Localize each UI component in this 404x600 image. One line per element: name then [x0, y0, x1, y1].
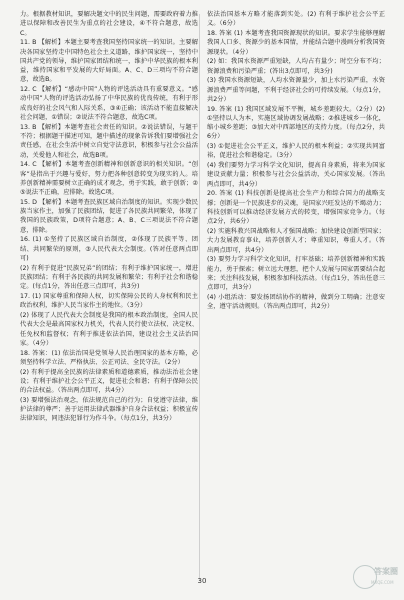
column-divider: [199, 14, 200, 580]
answer-paragraph: (2) 实施科教兴国战略和人才强国战略；加快建设创新型国家；大力发展教育事业，培养创新人才；尊重知识，尊重人才。（答出两点即可，共4分）: [207, 227, 385, 254]
answer-paragraph: (2) 有利于促进“民族兄弟”的团结；有利于维护国家统一，增进民族团结；有利于各民族的共同发展和繁荣；有利于社会和谐稳定。(每点1分，答出任意三点即可，共3分): [20, 264, 198, 291]
watermark-subtext: MXQE.COM: [371, 580, 394, 585]
answer-paragraph: 18. 答案 (1) 本题考查我国资源现状的知识。要求学生能够理解我国人口多、资源少的基本国情，并能结合题中漫画分析我国资源现状。（4分）: [207, 29, 385, 56]
watermark-logo: [353, 563, 399, 593]
answer-paragraph: 12. C 【解析】“感动中国”人物的评选活动具有重要意义。“感动中国”人物的评选活动弘扬了中华民族的优良传统，有利于形成良好的社会风气和人际关系，③④正确；该活动不能直接解决社会问题，①错误；②说法不符合题意，故选C项。: [20, 86, 198, 122]
answer-paragraph: 14. C 【解析】本题考查创新精神和创新意识的相关知识。“创客”是指出于兴趣与爱好，努力把各种创意转变为现实的人。培养创新精神需要树立正确的成才观念，勇于实践，敢于创新；②⑤说法不正确，应排除。故选C项。: [20, 161, 198, 197]
answer-paragraph: (2) 体现了人民代表大会制度是我国的根本政治制度，全国人民代表大会是最高国家权力机关，代表人民行使立法权、决定权、任免权和监督权；有利于推进依法治国，建设社会主义法治国家。（4分）: [20, 312, 198, 347]
answer-paragraph: (3) 我国水资源短缺，人均水资源量少，加上水污染严重，水资源浪费严重等问题，不利于经济社会的可持续发展。（每点1分，共2分）: [207, 77, 385, 103]
answer-paragraph: 18. 答案：(1) 依法治国是党领导人民治理国家的基本方略，必须坚持科学立法、严格执法、公正司法、全民守法。（2分）: [20, 349, 198, 366]
answer-paragraph: 依法治国基本方略才能落到实处。(2) 有利于维护社会公平正义。（6分）: [207, 11, 385, 28]
answer-paragraph: (3) ①促进社会公平正义，维护人民的根本利益；②实现共同富裕，促进社会和谐稳定。（3分）: [207, 143, 385, 160]
left-column: [20, 10, 198, 424]
page-number: 30: [197, 577, 207, 585]
answer-paragraph: 16. (1) ①坚持了民族区域自治制度，②体现了民族平等、团结、共同繁荣的原则，③人民代表大会制度。(答对任意两点即可): [20, 236, 198, 263]
answer-paragraph: 15. D 【解析】本题考查民族区域自治制度的知识。实现少数民族当家作主，加强了民族团结，促进了各民族共同繁荣，体现了我国的民族政策，D项符合题意；A、B、C三项说法不符合题意，排除。: [20, 198, 198, 234]
answer-paragraph: 17. (1) 国家尊重和保障人权，切实保障公民的人身权利和民主政治权利，维护人民当家作主的地位。（3分）: [20, 293, 198, 310]
answer-paragraph: (2) 如：我国水资源严重短缺，人均占有量少；时空分布不均；资源浪费和污染严重；(答出3点即可，共3分): [207, 58, 385, 75]
answer-paragraph: 力。根据教材知识，要解决题文中的民生问题，需要政府着力推进以保障和改善民生为重点的社会建设，④不符合题意，故选C。: [20, 11, 198, 37]
watermark-text: 答案圈: [374, 567, 398, 576]
right-column: [207, 10, 385, 311]
answer-paragraph: (4) 小组活动：要发扬团结协作的精神，做到分工明确；注意安全，遵守活动规则。（答出两点即可，共2分）: [207, 293, 385, 311]
answer-paragraph: 13. B 【解析】本题考查社会责任的知识。②说法错误，与题干不符；根据题干描述可知，题中描述的现象告诉我们要增强社会责任感，在社会生活中树立自觉守法意识，积极参与社会公益活动，关爱他人和社会，故选B项。: [20, 123, 198, 159]
answer-paragraph: (4) 我们要努力学习科学文化知识，提高自身素质，将来为国家建设贡献力量；积极参与社会公益活动，关心国家发展。（答出两点即可，共4分）: [207, 162, 385, 188]
answer-paragraph: 11. B 【解析】本题主要考查我国坚持国家统一的知识。主要解决各国家坚持走中国特色社会主义道路，维护国家统一，坚持中国共产党的领导，维护国家团结和统一，维护中华民族的根本利益，维持国家和平发展的大好局面。A、C、D三项均不符合题意，故选B。: [20, 39, 198, 84]
answer-paragraph: (3) 要增强法治观念，依法规范自己的行为；自觉遵守法律，维护法律的尊严；善于运用法律武器维护自身合法权益；积极宣传法律知识，同违法犯罪行为作斗争。（每点1分，共3分）: [20, 396, 198, 423]
answer-paragraph: 20. 答案 (1) 科技创新是提高社会生产力和综合国力的战略支撑；创新是一个民族进步的灵魂，是国家兴旺发达的不竭动力；科技创新可以推动经济发展方式的转变，增强国家竞争力。（每点2分，共6分）: [207, 190, 385, 226]
answer-paragraph: (3) 要努力学习科学文化知识，打牢基础；培养创新精神和实践能力，勇于探索；树立远大理想，把个人发展与国家需要结合起来；关注科技发展，积极参加科技活动。（每点1分，答出任意三点即可，共3分）: [207, 256, 385, 292]
answer-paragraph: 19. 答案 (1) 我国区域发展不平衡，城乡差距较大。（2分）(2) ①坚持以人为本，实施区域协调发展战略；②推进城乡一体化，缩小城乡差距；③加大对中西部地区的支持力度。（每点2分，共6分）: [207, 105, 385, 141]
answer-paragraph: (2) 有利于提高全民族的法律素质和道德素质，推动法治社会建设；有利于维护社会公平正义，促进社会和谐；有利于保障公民的合法权益。（答出两点即可，共4分）: [20, 368, 198, 395]
